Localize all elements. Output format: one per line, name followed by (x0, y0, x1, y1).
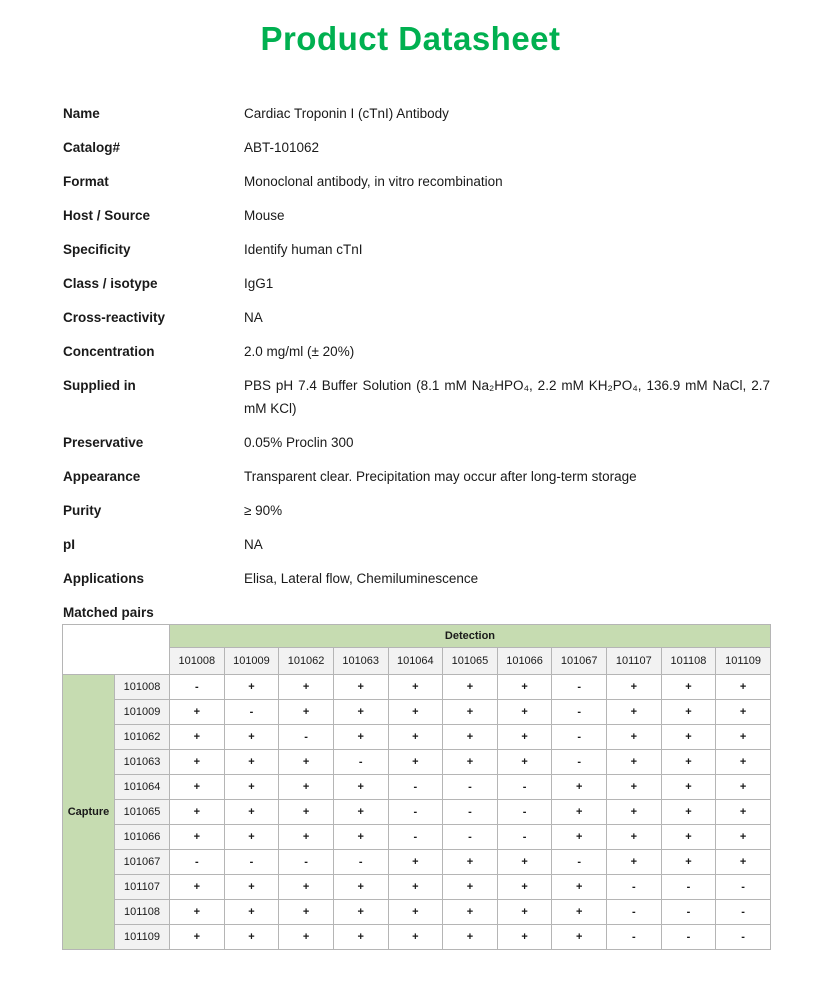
capture-row-header: 101107 (115, 875, 170, 900)
matrix-cell: - (552, 700, 607, 725)
property-label: Specificity (63, 242, 131, 257)
matrix-cell: + (224, 900, 279, 925)
matrix-cell: + (388, 925, 443, 950)
matrix-cell: - (443, 775, 498, 800)
matched-pairs-table (62, 624, 771, 950)
capture-row-header: 101009 (115, 700, 170, 725)
matrix-cell: + (170, 925, 225, 950)
matrix-cell: + (497, 700, 552, 725)
capture-row-header: 101108 (115, 900, 170, 925)
property-value: Cardiac Troponin I (cTnI) Antibody (244, 106, 449, 121)
property-value: NA (244, 310, 263, 325)
matrix-cell: - (443, 800, 498, 825)
page-title: Product Datasheet (260, 20, 561, 57)
property-label: Cross-reactivity (63, 310, 166, 325)
matrix-cell: + (661, 775, 716, 800)
matrix-cell: + (552, 900, 607, 925)
matrix-cell: + (333, 775, 388, 800)
matrix-cell: - (716, 875, 771, 900)
matrix-cell: - (333, 750, 388, 775)
matrix-cell: + (170, 775, 225, 800)
matrix-cell: + (716, 750, 771, 775)
property-row (63, 170, 770, 193)
property-row (63, 238, 770, 261)
property-label: Appearance (63, 469, 141, 484)
matrix-cell: - (170, 850, 225, 875)
matrix-cell: + (333, 725, 388, 750)
matrix-cell: + (497, 900, 552, 925)
matrix-cell: + (443, 850, 498, 875)
matrix-cell: + (607, 775, 662, 800)
matrix-cell: - (607, 900, 662, 925)
matrix-cell: + (224, 800, 279, 825)
matrix-cell: + (170, 800, 225, 825)
matrix-cell: + (333, 900, 388, 925)
matrix-cell: + (661, 675, 716, 700)
property-label: Class / isotype (63, 276, 158, 291)
matrix-cell: - (607, 875, 662, 900)
property-label: Concentration (63, 344, 155, 359)
property-label: Format (63, 174, 109, 189)
property-row (63, 102, 770, 125)
matrix-cell: + (552, 825, 607, 850)
property-value: PBS pH 7.4 Buffer Solution (8.1 mM Na₂HPO₄, 2.2 mM KH₂PO₄, 136.9 mM NaCl, 2.7 mM KCl) (244, 378, 770, 416)
matrix-cell: + (279, 925, 334, 950)
matrix-cell: + (552, 775, 607, 800)
matrix-cell: + (388, 725, 443, 750)
property-value: NA (244, 537, 263, 552)
property-label: Applications (63, 571, 145, 586)
matrix-cell: - (552, 750, 607, 775)
matrix-cell: - (661, 900, 716, 925)
property-value (244, 601, 770, 624)
matrix-cell: - (170, 675, 225, 700)
property-value: 0.05% Proclin 300 (244, 435, 354, 450)
property-row (63, 601, 770, 624)
capture-row-header: 101062 (115, 725, 170, 750)
matrix-cell: + (279, 675, 334, 700)
matrix-cell: - (224, 700, 279, 725)
matrix-cell: + (224, 825, 279, 850)
matrix-cell: + (333, 700, 388, 725)
property-label: Preservative (63, 435, 144, 450)
matrix-cell: + (170, 725, 225, 750)
matrix-cell: - (552, 675, 607, 700)
matrix-cell: + (388, 850, 443, 875)
matrix-cell: + (497, 875, 552, 900)
detection-column-header: 101064 (388, 648, 443, 675)
matrix-cell: + (716, 725, 771, 750)
matrix-cell: - (607, 925, 662, 950)
property-value: Identify human cTnI (244, 242, 363, 257)
matrix-cell: - (661, 875, 716, 900)
property-row (63, 272, 770, 295)
matrix-cell: + (279, 825, 334, 850)
matrix-cell: - (552, 725, 607, 750)
matrix-cell: + (279, 750, 334, 775)
matrix-cell: - (443, 825, 498, 850)
capture-row-header: 101008 (115, 675, 170, 700)
properties-list (63, 102, 770, 624)
capture-row-header: 101067 (115, 850, 170, 875)
property-label: pI (63, 537, 75, 552)
property-value: Transparent clear. Precipitation may occur after long-term storage (244, 469, 637, 484)
matrix-cell: + (661, 800, 716, 825)
matrix-cell: + (497, 750, 552, 775)
capture-row-header: 101064 (115, 775, 170, 800)
property-value: IgG1 (244, 276, 274, 291)
detection-column-header: 101063 (333, 648, 388, 675)
property-label: Name (63, 106, 100, 121)
property-row (63, 374, 770, 420)
matrix-cell: + (170, 700, 225, 725)
property-row (63, 465, 770, 488)
detection-column-header: 101065 (443, 648, 498, 675)
matrix-cell: + (661, 850, 716, 875)
property-label: Supplied in (63, 378, 136, 393)
matrix-cell: + (333, 925, 388, 950)
matrix-cell: + (661, 825, 716, 850)
matrix-cell: + (333, 675, 388, 700)
matrix-cell: + (388, 750, 443, 775)
matrix-cell: + (388, 700, 443, 725)
property-label: Catalog# (63, 140, 121, 155)
matrix-cell: + (279, 700, 334, 725)
matrix-cell: + (443, 725, 498, 750)
matrix-cell: + (607, 725, 662, 750)
capture-row-header: 101065 (115, 800, 170, 825)
matrix-cell: + (279, 800, 334, 825)
matrix-cell: + (443, 750, 498, 775)
matrix-cell: + (607, 825, 662, 850)
matrix-cell: - (388, 825, 443, 850)
matrix-cell: + (443, 900, 498, 925)
matrix-cell: + (607, 850, 662, 875)
matrix-cell: + (333, 800, 388, 825)
matrix-cell: + (388, 875, 443, 900)
matrix-cell: + (661, 725, 716, 750)
matrix-cell: - (497, 775, 552, 800)
matrix-cell: - (388, 775, 443, 800)
matrix-cell: - (661, 925, 716, 950)
property-value: ≥ 90% (244, 503, 283, 518)
property-row (63, 533, 770, 556)
matrix-cell: + (497, 850, 552, 875)
matrix-cell: + (497, 925, 552, 950)
property-label: Host / Source (63, 208, 151, 223)
matrix-cell: + (443, 925, 498, 950)
property-row (63, 340, 770, 363)
detection-column-header: 101107 (607, 648, 662, 675)
property-value: Monoclonal antibody, in vitro recombination (244, 174, 503, 189)
property-row (63, 306, 770, 329)
matrix-cell: + (607, 750, 662, 775)
property-row (63, 136, 770, 159)
matrix-cell: + (170, 825, 225, 850)
matrix-cell: + (224, 875, 279, 900)
detection-column-header: 101062 (279, 648, 334, 675)
detection-header-cell: Detection (170, 625, 771, 648)
property-label: Matched pairs (63, 605, 154, 620)
detection-column-header: 101109 (716, 648, 771, 675)
matrix-cell: + (388, 675, 443, 700)
property-value: Elisa, Lateral flow, Chemiluminescence (244, 571, 479, 586)
matrix-cell: + (170, 875, 225, 900)
matrix-cell: + (333, 875, 388, 900)
property-row (63, 431, 770, 454)
matrix-cell: - (716, 925, 771, 950)
matrix-cell: + (661, 700, 716, 725)
matrix-cell: + (224, 775, 279, 800)
matrix-cell: + (443, 875, 498, 900)
matrix-cell: - (497, 800, 552, 825)
matrix-cell: + (716, 825, 771, 850)
detection-column-header: 101066 (497, 648, 552, 675)
property-row (63, 567, 770, 590)
matrix-cell: + (716, 775, 771, 800)
matrix-cell: + (716, 700, 771, 725)
property-row (63, 204, 770, 227)
capture-label-cell: Capture (63, 675, 115, 950)
matrix-cell: + (607, 700, 662, 725)
matrix-cell: + (607, 675, 662, 700)
property-row (63, 499, 770, 522)
matrix-cell: - (497, 825, 552, 850)
detection-column-header: 101008 (170, 648, 225, 675)
property-label: Purity (63, 503, 102, 518)
capture-row-header: 101109 (115, 925, 170, 950)
matrix-cell: + (279, 900, 334, 925)
matrix-cell: + (443, 700, 498, 725)
matrix-cell: + (388, 900, 443, 925)
matrix-cell: + (224, 675, 279, 700)
property-value: 2.0 mg/ml (± 20%) (244, 344, 355, 359)
matrix-cell: + (443, 675, 498, 700)
matrix-cell: + (661, 750, 716, 775)
matrix-cell: + (497, 675, 552, 700)
matrix-cell: + (224, 725, 279, 750)
matrix-cell: - (279, 725, 334, 750)
matrix-cell: + (552, 925, 607, 950)
property-value: ABT-101062 (244, 140, 320, 155)
matrix-cell: + (607, 800, 662, 825)
matrix-cell: - (279, 850, 334, 875)
property-value: Mouse (244, 208, 285, 223)
matrix-cell: - (552, 850, 607, 875)
matrix-cell: + (497, 725, 552, 750)
matrix-cell: - (333, 850, 388, 875)
matrix-cell: - (388, 800, 443, 825)
matrix-cell: + (279, 775, 334, 800)
matrix-cell: + (224, 925, 279, 950)
detection-column-header: 101108 (661, 648, 716, 675)
matrix-cell: + (716, 850, 771, 875)
capture-row-header: 101066 (115, 825, 170, 850)
detection-column-header: 101009 (224, 648, 279, 675)
matrix-cell: + (170, 900, 225, 925)
matrix-cell: + (170, 750, 225, 775)
matrix-cell: - (224, 850, 279, 875)
matrix-cell: + (552, 875, 607, 900)
table-corner-cell (63, 625, 170, 675)
detection-column-header: 101067 (552, 648, 607, 675)
matrix-cell: + (333, 825, 388, 850)
capture-row-header: 101063 (115, 750, 170, 775)
matrix-cell: + (552, 800, 607, 825)
matrix-cell: - (716, 900, 771, 925)
matrix-cell: + (279, 875, 334, 900)
matrix-cell: + (716, 800, 771, 825)
matrix-cell: + (224, 750, 279, 775)
matrix-cell: + (716, 675, 771, 700)
